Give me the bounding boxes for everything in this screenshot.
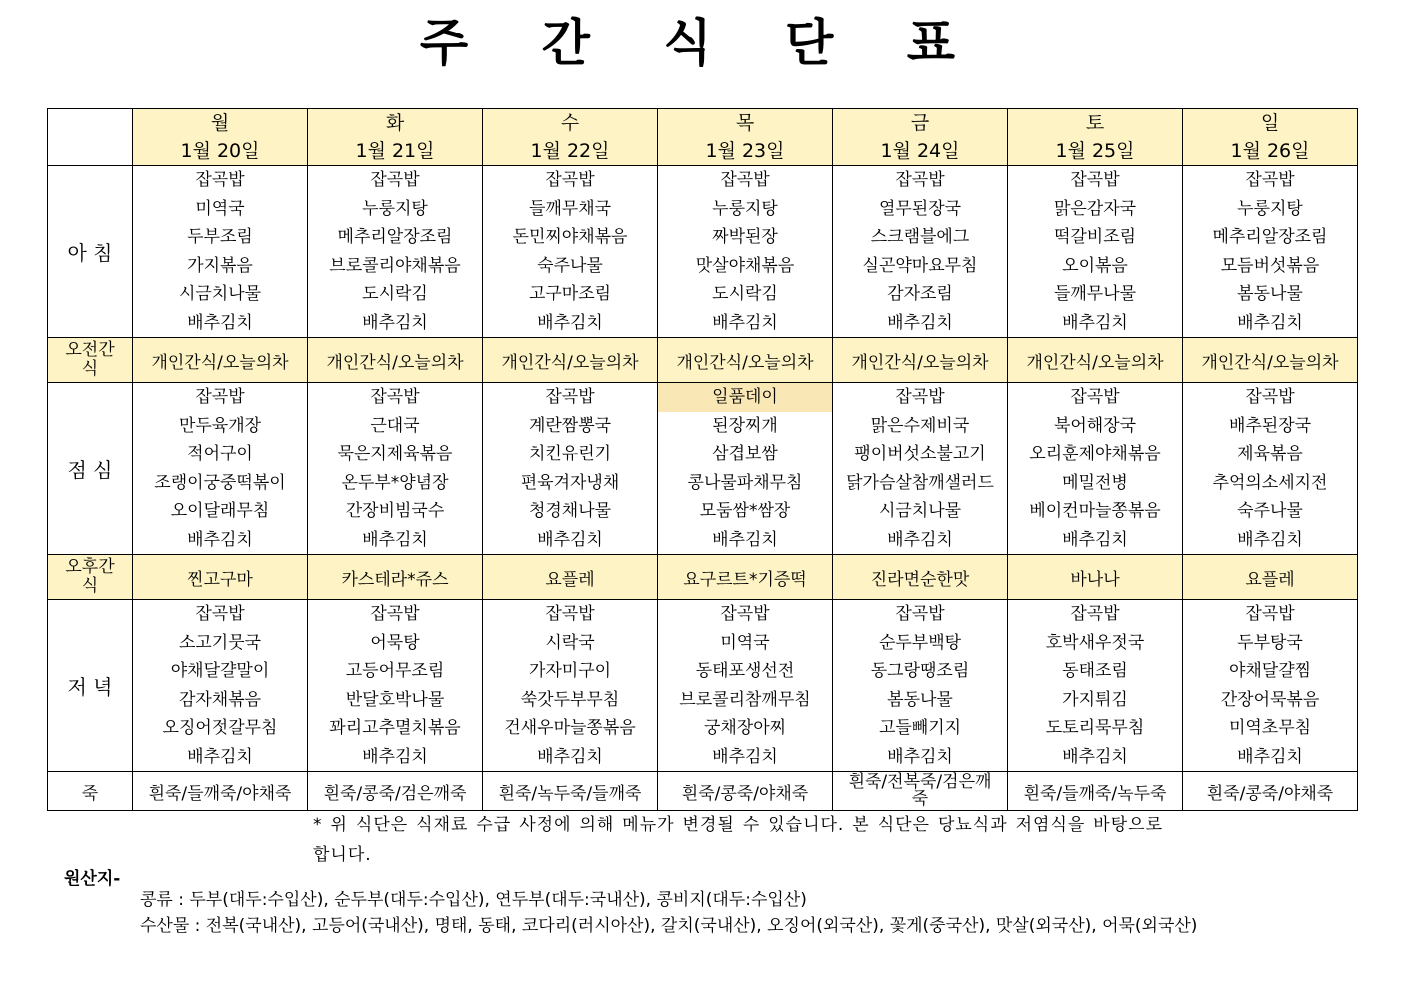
menu-item: 치킨유린기 — [528, 444, 612, 464]
dinner-cell — [483, 600, 658, 772]
menu-item: 어묵탕 — [370, 632, 420, 653]
menu-item: 배추김치 — [187, 529, 253, 550]
menu-item: 가지튀김 — [1062, 689, 1128, 710]
menu-item: 배추된장국 — [1228, 415, 1312, 436]
menu-item: 잡곡밥 — [1245, 604, 1295, 624]
menu-item: 잡곡밥 — [195, 170, 245, 190]
menu-item: 배추김치 — [712, 529, 778, 550]
snack-cell: 요플레 — [483, 555, 658, 600]
menu-item: 미역초무침 — [1228, 718, 1312, 738]
menu-item: 계란짬뽕국 — [528, 415, 612, 436]
menu-item: 팽이버섯소불고기 — [854, 444, 986, 464]
menu-item: 도시락김 — [362, 284, 428, 304]
breakfast-label: 아 침 — [48, 166, 133, 338]
menu-item: 두부탕국 — [1237, 632, 1303, 653]
lunch-cell — [658, 383, 833, 555]
menu-item: 메추리알장조림 — [1212, 227, 1328, 247]
menu-item: 배추김치 — [537, 312, 603, 333]
menu-item: 봄동나물 — [887, 689, 953, 710]
breakfast-cell — [658, 166, 833, 338]
menu-item: 야채달걀찜 — [1228, 661, 1312, 681]
breakfast-cell — [833, 166, 1008, 338]
menu-item: 열무된장국 — [878, 198, 962, 219]
menu-item: 잡곡밥 — [1245, 170, 1295, 190]
porridge-cell — [833, 772, 1008, 811]
menu-item: 배추김치 — [712, 312, 778, 333]
menu-item: 누룽지탕 — [362, 198, 428, 219]
day-header-sun — [1183, 109, 1358, 166]
lunch-row — [48, 383, 1358, 555]
menu-item: 꽈리고추멸치볶음 — [329, 718, 461, 738]
menu-item: 닭가슴살참깨샐러드 — [846, 472, 994, 493]
menu-item: 잡곡밥 — [1070, 170, 1120, 190]
menu-item: 청경채나물 — [528, 501, 612, 521]
lunch-cell — [1008, 383, 1183, 555]
menu-item: 맑은감자국 — [1053, 198, 1137, 219]
lunch-cell — [483, 383, 658, 555]
menu-item: 편육겨자냉채 — [520, 472, 620, 493]
snack-cell: 개인간식/오늘의차 — [133, 338, 308, 383]
menu-item: 만두육개장 — [178, 415, 262, 436]
menu-item: 순두부백탕 — [878, 632, 962, 653]
menu-item: 시금치나물 — [178, 284, 262, 304]
menu-item: 실곤약마요무침 — [862, 255, 978, 276]
lunch-cell — [1183, 383, 1358, 555]
menu-item: 도토리묵무침 — [1045, 718, 1145, 738]
breakfast-row — [48, 166, 1358, 338]
label-line: 식 — [81, 576, 99, 596]
breakfast-cell — [483, 166, 658, 338]
lunch-cell — [308, 383, 483, 555]
menu-item: 건새우마늘쫑볶음 — [504, 718, 636, 738]
highlighted-menu-item: 일품데이 — [658, 383, 832, 412]
menu-item: 배추김치 — [712, 746, 778, 767]
day-date: 1월 25일 — [1055, 140, 1135, 162]
day-name: 목 — [735, 112, 755, 134]
porridge-line: 흰죽/전복죽/검은깨 — [848, 772, 992, 792]
day-header-row — [48, 109, 1358, 166]
menu-item: 배추김치 — [1237, 746, 1303, 767]
day-header-fri — [833, 109, 1008, 166]
breakfast-cell — [308, 166, 483, 338]
day-date: 1월 20일 — [180, 140, 260, 162]
menu-item: 배추김치 — [1062, 746, 1128, 767]
dinner-cell — [833, 600, 1008, 772]
day-header-sat — [1008, 109, 1183, 166]
breakfast-cell — [1008, 166, 1183, 338]
menu-item: 배추김치 — [187, 746, 253, 767]
dinner-cell — [308, 600, 483, 772]
day-name: 수 — [560, 112, 580, 134]
snack-cell: 개인간식/오늘의차 — [658, 338, 833, 383]
day-header-thu — [658, 109, 833, 166]
snack-cell: 요구르트*기증떡 — [658, 555, 833, 600]
lunch-cell — [133, 383, 308, 555]
snack-cell: 개인간식/오늘의차 — [308, 338, 483, 383]
day-header-wed — [483, 109, 658, 166]
menu-item: 맛살야채볶음 — [695, 255, 795, 276]
pm-snack-label — [48, 555, 133, 600]
menu-item: 쑥갓두부무침 — [520, 689, 620, 710]
menu-item: 배추김치 — [1062, 529, 1128, 550]
menu-item: 고등어무조림 — [345, 661, 445, 681]
menu-item: 브로콜리참깨무침 — [679, 689, 811, 710]
porridge-cell: 흰죽/콩죽/야채죽 — [1183, 772, 1358, 811]
snack-cell: 개인간식/오늘의차 — [1008, 338, 1183, 383]
day-header-tue — [308, 109, 483, 166]
menu-item: 시금치나물 — [878, 501, 962, 521]
snack-cell: 개인간식/오늘의차 — [833, 338, 1008, 383]
dinner-cell — [658, 600, 833, 772]
porridge-cell: 흰죽/녹두죽/들깨죽 — [483, 772, 658, 811]
day-date: 1월 21일 — [355, 140, 435, 162]
menu-item: 묵은지제육볶음 — [337, 444, 453, 464]
day-date: 1월 26일 — [1230, 140, 1310, 162]
menu-item: 잡곡밥 — [370, 387, 420, 407]
porridge-cell: 흰죽/들깨죽/녹두죽 — [1008, 772, 1183, 811]
menu-item: 배추김치 — [537, 529, 603, 550]
origin-line-seafood: 수산물 : 전복(국내산), 고등어(국내산), 명태, 동태, 코다리(러시아산), 갈치(국내산), 오징어(외국산), 꽃게(중국산), 맛살(외국산), 어묵(외국산) — [140, 916, 1198, 936]
menu-item: 잡곡밥 — [195, 604, 245, 624]
day-date: 1월 22일 — [530, 140, 610, 162]
menu-item: 잡곡밥 — [1070, 387, 1120, 407]
menu-item: 오이볶음 — [1062, 255, 1128, 276]
menu-item: 소고기뭇국 — [178, 632, 262, 653]
menu-item: 배추김치 — [1237, 312, 1303, 333]
weekly-menu-table — [47, 108, 1358, 811]
label-line: 식 — [81, 359, 99, 379]
menu-item: 봄동나물 — [1237, 284, 1303, 304]
menu-item: 감자채볶음 — [178, 689, 262, 710]
menu-item: 고구마조림 — [528, 284, 612, 304]
day-date: 1월 23일 — [705, 140, 785, 162]
menu-item: 돈민찌야채볶음 — [512, 227, 628, 247]
origin-label: 원산지- — [64, 869, 121, 889]
menu-item: 떡갈비조림 — [1053, 227, 1137, 247]
menu-change-notice: * 위 식단은 식재료 수급 사정에 의해 메뉴가 변경될 수 있습니다. 본 식단은 당뇨식과 저염식을 바탕으로 합니다. — [313, 815, 1163, 865]
day-name: 화 — [385, 112, 405, 134]
menu-item: 배추김치 — [1237, 529, 1303, 550]
snack-cell: 바나나 — [1008, 555, 1183, 600]
menu-item: 잡곡밥 — [895, 387, 945, 407]
origin-list — [140, 887, 1197, 939]
menu-item: 오징어젓갈무침 — [162, 718, 278, 738]
menu-item: 삼겹보쌈 — [712, 444, 778, 464]
menu-item: 잡곡밥 — [895, 604, 945, 624]
dinner-cell — [1183, 600, 1358, 772]
menu-item: 짜박된장 — [712, 227, 778, 247]
day-name: 일 — [1260, 112, 1280, 134]
snack-cell: 요플레 — [1183, 555, 1358, 600]
day-name: 금 — [910, 112, 930, 134]
menu-item: 야채달걀말이 — [170, 661, 270, 681]
menu-item: 잡곡밥 — [370, 170, 420, 190]
dinner-cell — [133, 600, 308, 772]
menu-item: 북어해장국 — [1053, 415, 1137, 436]
menu-item: 된장찌개 — [712, 415, 778, 436]
menu-item: 오이달래무침 — [170, 501, 270, 521]
menu-item: 스크램블에그 — [870, 227, 970, 247]
menu-item: 배추김치 — [362, 529, 428, 550]
am-snack-label — [48, 338, 133, 383]
menu-item: 잡곡밥 — [370, 604, 420, 624]
menu-item: 배추김치 — [187, 312, 253, 333]
page-title: 주 간 식 단 표 — [419, 14, 984, 72]
porridge-cell: 흰죽/들깨죽/야채죽 — [133, 772, 308, 811]
menu-item: 메추리알장조림 — [337, 227, 453, 247]
menu-item: 배추김치 — [1062, 312, 1128, 333]
porridge-cell: 흰죽/콩죽/검은깨죽 — [308, 772, 483, 811]
porridge-label: 죽 — [48, 772, 133, 811]
snack-cell: 진라면순한맛 — [833, 555, 1008, 600]
menu-item: 조랭이궁중떡볶이 — [154, 472, 286, 493]
menu-item: 궁채장아찌 — [703, 718, 787, 738]
snack-cell: 개인간식/오늘의차 — [1183, 338, 1358, 383]
menu-item: 제육볶음 — [1237, 444, 1303, 464]
menu-item: 동그랑땡조림 — [870, 661, 970, 681]
menu-item: 잡곡밥 — [720, 170, 770, 190]
menu-item: 도시락김 — [712, 284, 778, 304]
menu-item: 가지볶음 — [187, 255, 253, 276]
menu-item: 간장어묵볶음 — [1220, 689, 1320, 710]
pm-snack-row — [48, 555, 1358, 600]
menu-item: 적어구이 — [187, 444, 253, 464]
menu-item: 숙주나물 — [537, 255, 603, 276]
menu-item: 두부조림 — [187, 227, 253, 247]
menu-item: 잡곡밥 — [1070, 604, 1120, 624]
snack-cell: 개인간식/오늘의차 — [483, 338, 658, 383]
breakfast-cell — [1183, 166, 1358, 338]
menu-item: 동태포생선전 — [695, 661, 795, 681]
menu-item: 호박새우젓국 — [1045, 632, 1145, 653]
menu-item: 들깨무채국 — [528, 198, 612, 219]
day-name: 토 — [1085, 112, 1105, 134]
menu-item: 시락국 — [545, 632, 595, 653]
lunch-label: 점 심 — [48, 383, 133, 555]
menu-item: 누룽지탕 — [1237, 198, 1303, 219]
lunch-cell — [833, 383, 1008, 555]
menu-item: 베이컨마늘쫑볶음 — [1029, 501, 1161, 521]
menu-item: 모둠쌈*쌈장 — [699, 501, 791, 521]
menu-item: 잡곡밥 — [1245, 387, 1295, 407]
menu-item: 오리훈제야채볶음 — [1029, 444, 1161, 464]
dinner-label: 저 녁 — [48, 600, 133, 772]
menu-item: 배추김치 — [887, 529, 953, 550]
snack-cell: 카스테라*쥬스 — [308, 555, 483, 600]
menu-item: 가자미구이 — [528, 661, 612, 681]
menu-item: 모듬버섯볶음 — [1220, 255, 1320, 276]
menu-item: 메밀전병 — [1062, 472, 1128, 493]
menu-item: 배추김치 — [887, 312, 953, 333]
menu-item: 추억의소세지전 — [1212, 472, 1328, 493]
breakfast-cell — [133, 166, 308, 338]
menu-item: 들깨무나물 — [1053, 284, 1137, 304]
menu-item: 감자조림 — [887, 284, 953, 304]
menu-item: 숙주나물 — [1237, 501, 1303, 521]
porridge-line-wrap: 죽 — [911, 789, 929, 809]
menu-item: 동태조림 — [1062, 661, 1128, 681]
day-name: 월 — [210, 112, 230, 134]
snack-cell: 찐고구마 — [133, 555, 308, 600]
porridge-row — [48, 772, 1358, 811]
menu-item: 근대국 — [370, 415, 420, 436]
corner-cell — [48, 109, 133, 166]
menu-item: 콩나물파채무침 — [687, 472, 803, 493]
dinner-row — [48, 600, 1358, 772]
menu-item: 고들빼기지 — [878, 718, 962, 738]
menu-item: 누룽지탕 — [712, 198, 778, 219]
menu-item: 잡곡밥 — [720, 604, 770, 624]
label-line: 오전간 — [65, 340, 115, 360]
menu-item: 잡곡밥 — [545, 387, 595, 407]
menu-item: 간장비빔국수 — [345, 501, 445, 521]
day-date: 1월 24일 — [880, 140, 960, 162]
menu-item: 잡곡밥 — [895, 170, 945, 190]
menu-item: 미역국 — [195, 198, 245, 219]
menu-item: 배추김치 — [362, 312, 428, 333]
menu-item: 잡곡밥 — [545, 170, 595, 190]
menu-item: 온두부*양념장 — [341, 472, 449, 493]
dinner-cell — [1008, 600, 1183, 772]
menu-item: 배추김치 — [362, 746, 428, 767]
menu-item: 반달호박나물 — [345, 689, 445, 710]
menu-item: 배추김치 — [887, 746, 953, 767]
menu-item: 브로콜리야채볶음 — [329, 255, 461, 276]
menu-item: 미역국 — [720, 632, 770, 653]
menu-item: 맑은수제비국 — [870, 415, 970, 436]
porridge-cell: 흰죽/콩죽/야채죽 — [658, 772, 833, 811]
menu-item: 잡곡밥 — [545, 604, 595, 624]
menu-item: 잡곡밥 — [195, 387, 245, 407]
label-line: 오후간 — [65, 557, 115, 577]
day-header-mon — [133, 109, 308, 166]
menu-item: 배추김치 — [537, 746, 603, 767]
am-snack-row — [48, 338, 1358, 383]
origin-line-beans: 콩류 : 두부(대두:수입산), 순두부(대두:수입산), 연두부(대두:국내산), 콩비지(대두:수입산) — [140, 890, 807, 910]
